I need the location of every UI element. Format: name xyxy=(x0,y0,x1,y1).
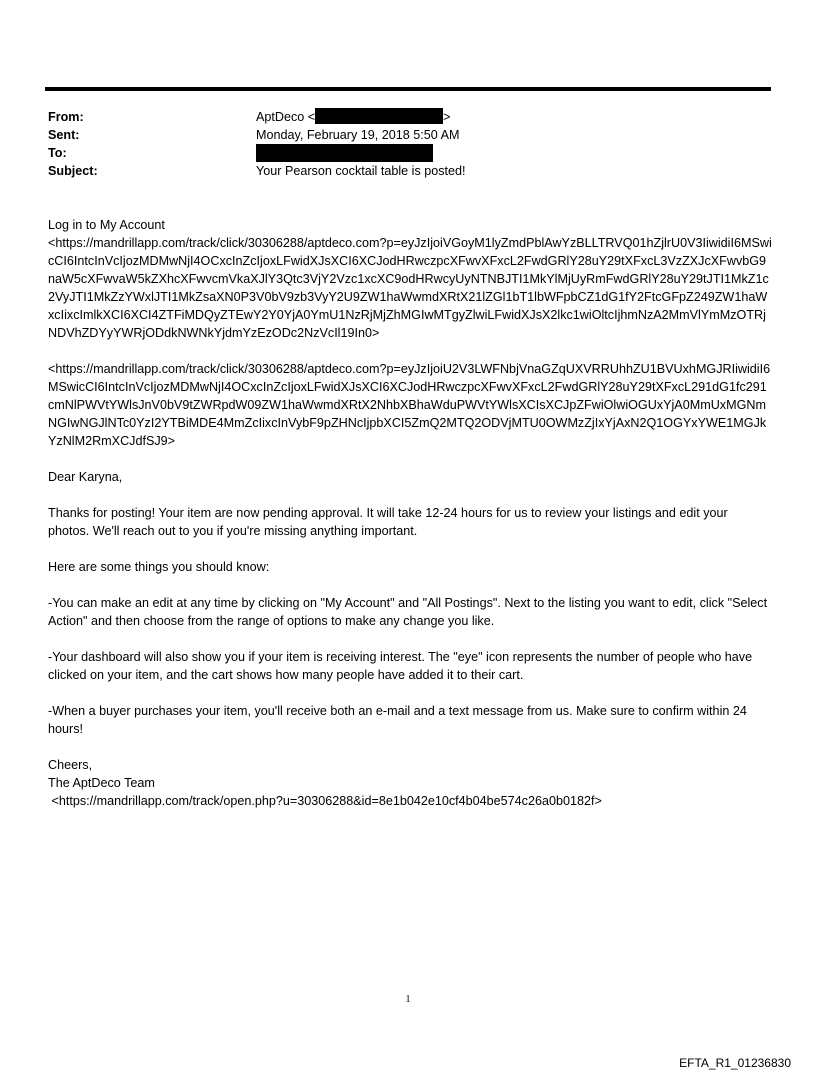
login-paragraph xyxy=(48,216,772,342)
signoff: Cheers, xyxy=(48,758,93,772)
to-row xyxy=(48,144,466,162)
tracking-link[interactable]: <https://mandrillapp.com/track/click/30306288/aptdeco.com?p=eyJzIjoiVGoyM1lyZmdPblAwYzBLLTRVQ01hZjlrU0V3IiwidiI6MSwicCI6IntcInVcIjozMDMwNjI4OCxcInZcIjoxLFwidXJsXCI6XCJodHRwczpcXFwvXFxcL2FwdGRlY28uY29tXFxcL3VzZXJcXFwvbG9naW5cXFwvaW5kZXhcXFwvcmVkaXJlY3Qtc3VjY2Vzc1xcXC9odHRwcyUyNTNBJTI1MkYlMjUyRmFwdGRlY28uY29tJTI1MkZ1c2VyJTI1MkZzYWxlJTI1MkZsaXN0P3V0bV9zb3VyY2U9ZW1haWwmdXRtX21lZGl1bT1lbWFpbCZ1dG1fY2FtcGFpZ249ZW1haWxcIixcImlkXCI6XCI4ZTFiMDQyZTEwY2Y0YjA0YmU1NzRjMjZhMGIwMTgyZlwiLFwidXJsX2lkc1wiOltcIjhmNzA2MmVlYmMzOTRjNDVhZDYyYWRjODdkNWNkYjdmYzEzODc2NzVcIl19In0> xyxy=(48,236,772,340)
from-value xyxy=(256,108,451,126)
open-tracking-link[interactable]: <https://mandrillapp.com/track/open.php?u=30306288&id=8e1b042e10cf4b04be574c26a0b0182f> xyxy=(48,794,602,808)
redaction-box xyxy=(256,144,433,162)
sent-row xyxy=(48,126,466,144)
document-id: EFTA_R1_01236830 xyxy=(679,1056,791,1070)
subject-row xyxy=(48,162,466,180)
email-body xyxy=(48,216,772,828)
tracking-link[interactable]: <https://mandrillapp.com/track/click/30306288/aptdeco.com?p=eyJzIjoiU2V3LWFNbjVnaGZqUXVRRUhhZU1BVUxhMGJRIiwidiI6MSwicCI6IntcInVcIjozMDMwNjI4OCxcInZcIjoxLFwidXJsXCI6XCJodHRwczpcXFwvXFxcL2FwdGRlY28uY29tXFxcL291dG1fc291cmNlPWVtYWlsJnV0bV9tZWRpdW09ZW1haWwmdXRtX2NhbXBhaWduPWVtYWlsXCIsXCJpZFwiOlwiOGUxYjA0MmUxMGNmNGIwNGJlNTc0YzI2YTBiMDE4MmZcIixcInVybF9pZHNcIjpbXCI5ZmQ2MTQ2ODVjMTU0OWMzZjIxYjAxN2Q1OGYxYWE1MGJkYzNlM2RmXCJdfSJ9> xyxy=(48,362,771,448)
sent-label: Sent: xyxy=(48,128,80,142)
header-rule xyxy=(45,87,771,91)
team-name: The AptDeco Team xyxy=(48,776,155,790)
from-suffix: > xyxy=(443,110,451,124)
from-row xyxy=(48,108,466,126)
paragraph: -When a buyer purchases your item, you'll receive both an e-mail and a text message from us. Make sure to confirm within 24 hours! xyxy=(48,704,751,736)
page-number: 1 xyxy=(405,994,411,1005)
subject-label: Subject: xyxy=(48,164,98,178)
signature xyxy=(48,756,772,810)
login-text: Log in to My Account xyxy=(48,218,165,232)
from-sender: AptDeco < xyxy=(256,110,316,124)
paragraph: Thanks for posting! Your item are now pending approval. It will take 12-24 hours for us to review your listings and edit your photos. We'll reach out to you if you're missing anything important. xyxy=(48,506,732,538)
redaction-box xyxy=(315,108,443,124)
email-header xyxy=(48,108,466,180)
paragraph: -You can make an edit at any time by clicking on "My Account" and "All Postings". Next to the listing you want to edit, click "Select Action" and then choose from the range of options to make any change you like. xyxy=(48,596,770,628)
to-label: To: xyxy=(48,146,67,160)
paragraph: -Your dashboard will also show you if your item is receiving interest. The "eye" icon represents the number of people who have clicked on your item, and the cart shows how many people have added it to their cart. xyxy=(48,650,756,682)
from-label: From: xyxy=(48,110,84,124)
greeting: Dear Karyna, xyxy=(48,470,123,484)
sent-value: Monday, February 19, 2018 5:50 AM xyxy=(256,128,460,142)
paragraph: Here are some things you should know: xyxy=(48,560,270,574)
subject-value: Your Pearson cocktail table is posted! xyxy=(256,164,466,178)
to-value xyxy=(256,144,433,162)
